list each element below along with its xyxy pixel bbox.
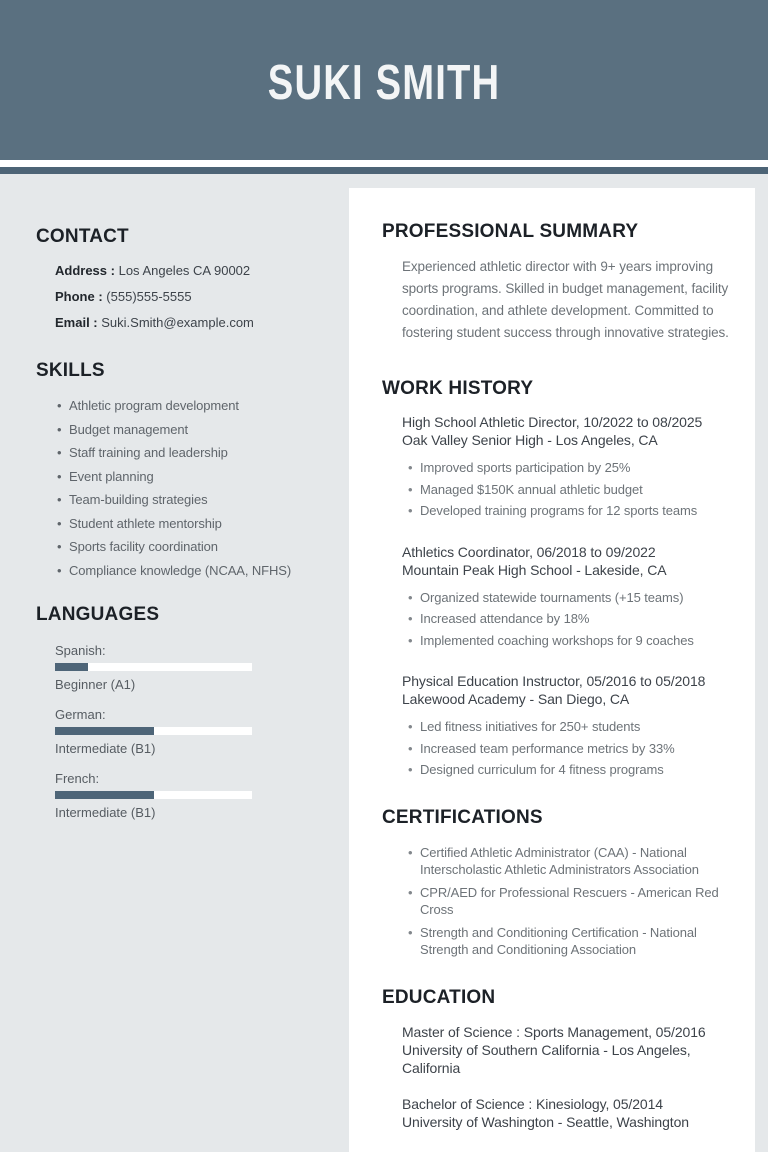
job-employer-line <box>402 431 729 449</box>
education-entry <box>382 1095 729 1131</box>
job-entry <box>382 413 729 522</box>
skills-section <box>36 360 329 578</box>
header-divider-dark <box>0 167 768 174</box>
list-item: • Team-building strategies <box>57 492 329 507</box>
summary-heading: PROFESSIONAL SUMMARY <box>382 221 639 242</box>
education-entry <box>382 1023 729 1077</box>
contact-label: Email : <box>55 315 98 330</box>
certifications-list <box>382 844 729 959</box>
job-location: - Los Angeles, CA <box>547 432 658 448</box>
education-degree: Master of Science <box>402 1023 513 1040</box>
certifications-section <box>382 807 729 959</box>
list-item: • Increased attendance by 18% <box>408 608 729 630</box>
professional-summary-section <box>382 221 729 344</box>
education-section <box>382 987 729 1131</box>
languages-section <box>36 604 329 820</box>
job-entry <box>382 672 729 781</box>
list-item: • Strength and Conditioning Certification - National Strength and Conditioning Association <box>408 924 729 959</box>
education-location: - Los Angeles, California <box>402 1041 691 1076</box>
education-school: University of Southern California <box>402 1041 600 1058</box>
job-location: - San Diego, CA <box>529 691 630 707</box>
job-location: - Lakeside, CA <box>576 561 667 578</box>
header-divider-white <box>0 160 768 167</box>
languages-heading: LANGUAGES <box>36 603 160 625</box>
list-item: • Developed training programs for 12 sports teams <box>408 500 729 522</box>
education-heading: EDUCATION <box>382 986 496 1008</box>
job-employer-line <box>402 561 729 579</box>
language-name: German: <box>55 706 106 722</box>
list-item: • Organized statewide tournaments (+15 teams) <box>408 587 729 609</box>
skills-list <box>36 398 329 578</box>
education-degree: Bachelor of Science <box>402 1095 525 1112</box>
list-item: • Staff training and leadership <box>57 445 329 460</box>
contact-value: Suki.Smith@example.com <box>101 315 254 330</box>
list-item: • Managed $150K annual athletic budget <box>408 479 729 501</box>
job-bullets <box>402 457 729 522</box>
job-employer: Lakewood Academy <box>402 691 526 707</box>
contact-items <box>36 263 329 330</box>
language-level-label: Intermediate (B1) <box>55 740 156 756</box>
job-bullets <box>402 716 729 781</box>
language-level-bar-fill <box>55 727 154 735</box>
job-title-line <box>402 543 729 561</box>
summary-text: Experienced athletic director with 9+ years improving sports programs. Skilled in budget management, facility coordination, and athlete development. Committed to fostering student success through innovative strategies. <box>402 259 729 340</box>
education-school-line <box>402 1113 729 1131</box>
contact-value: (555)555-5555 <box>106 289 192 304</box>
list-item: • Compliance knowledge (NCAA, NFHS) <box>57 563 329 578</box>
job-title: Athletics Coordinator, <box>402 543 533 560</box>
list-item: • Budget management <box>57 422 329 437</box>
job-employer: Oak Valley Senior High <box>402 432 544 448</box>
work-history-heading: WORK HISTORY <box>382 378 534 399</box>
education-degree-line <box>402 1023 729 1041</box>
certifications-heading: CERTIFICATIONS <box>382 806 543 828</box>
language-level-label: Intermediate (B1) <box>55 804 156 820</box>
education-program: : Kinesiology, 05/2014 <box>528 1095 663 1112</box>
language-entry-spanish <box>36 643 329 692</box>
list-item: • Improved sports participation by 25% <box>408 457 729 479</box>
job-dates: 05/2016 to 05/2018 <box>586 673 706 689</box>
job-title: Physical Education Instructor, <box>402 673 583 689</box>
language-entry-french <box>36 771 329 820</box>
language-name: Spanish: <box>55 642 106 658</box>
job-title-line <box>402 672 729 690</box>
list-item: • Certified Athletic Administrator (CAA) - National Interscholastic Athletic Administrators Association <box>408 844 729 879</box>
skills-heading: SKILLS <box>36 360 105 381</box>
language-level-bar <box>55 663 252 671</box>
job-dates: 06/2018 to 09/2022 <box>536 543 656 560</box>
resume-header <box>0 0 768 160</box>
contact-label: Address : <box>55 263 115 278</box>
list-item: • Sports facility coordination <box>57 539 329 554</box>
list-item: • CPR/AED for Professional Rescuers - American Red Cross <box>408 884 729 919</box>
job-title-line <box>402 413 729 431</box>
education-degree-line <box>402 1095 729 1113</box>
education-school-line <box>402 1041 729 1077</box>
contact-value: Los Angeles CA 90002 <box>118 263 251 278</box>
contact-item-address <box>36 263 329 278</box>
job-title: High School Athletic Director, <box>402 414 580 430</box>
job-employer: Mountain Peak High School <box>402 561 573 578</box>
contact-label: Phone : <box>55 289 103 304</box>
job-bullets <box>402 587 729 652</box>
contact-item-email <box>36 315 329 330</box>
job-dates: 10/2022 to 08/2025 <box>583 414 703 430</box>
job-employer-line <box>402 690 729 708</box>
language-level-bar <box>55 727 252 735</box>
language-entry-german <box>36 707 329 756</box>
list-item: • Athletic program development <box>57 398 329 413</box>
language-level-bar <box>55 791 252 799</box>
education-location: - Seattle, Washington <box>557 1113 689 1130</box>
list-item: • Student athlete mentorship <box>57 516 329 531</box>
language-level-bar-fill <box>55 791 154 799</box>
contact-section <box>36 226 329 330</box>
work-history-section <box>382 378 729 781</box>
contact-heading: CONTACT <box>36 226 129 247</box>
contact-item-phone <box>36 289 329 304</box>
education-school: University of Washington <box>402 1113 554 1130</box>
list-item: • Event planning <box>57 469 329 484</box>
language-level-bar-fill <box>55 663 88 671</box>
list-item: • Led fitness initiatives for 250+ students <box>408 716 729 738</box>
list-item: • Designed curriculum for 4 fitness programs <box>408 759 729 781</box>
language-name: French: <box>55 770 100 786</box>
content-area <box>0 174 768 1152</box>
main-column <box>349 188 755 1152</box>
education-program: : Sports Management, 05/2016 <box>516 1023 706 1040</box>
list-item: • Implemented coaching workshops for 9 coaches <box>408 630 729 652</box>
job-entry <box>382 543 729 652</box>
list-item: • Increased team performance metrics by 33% <box>408 738 729 760</box>
languages-list <box>36 643 329 820</box>
sidebar <box>0 174 349 1152</box>
candidate-name: SUKI SMITH <box>267 56 501 110</box>
language-level-label: Beginner (A1) <box>55 676 136 692</box>
